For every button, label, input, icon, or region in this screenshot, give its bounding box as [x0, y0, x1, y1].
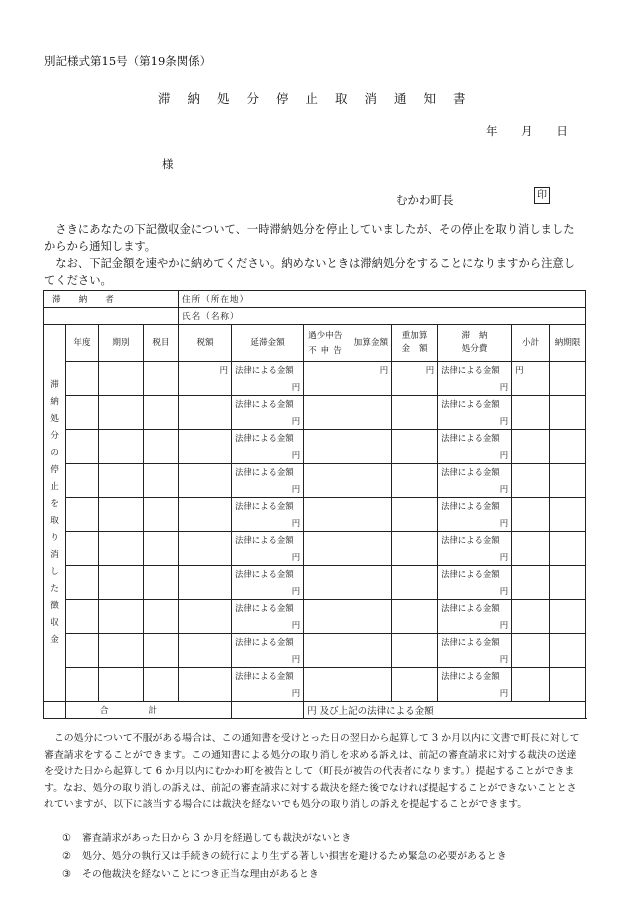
cell-heavy[interactable]	[392, 634, 438, 668]
payer-label: 滞納者	[44, 291, 179, 308]
table-row	[44, 532, 586, 566]
cell-period[interactable]	[99, 600, 144, 634]
vertical-label-char: 停	[50, 465, 59, 475]
legal-amount-label: 法律による金額	[441, 365, 500, 375]
item-number: ③	[62, 869, 71, 880]
cell-heavy[interactable]	[392, 396, 438, 430]
cell-deadline[interactable]	[550, 600, 586, 634]
table-row	[44, 362, 586, 396]
col-heavy	[392, 325, 438, 362]
vertical-label-char: 分	[50, 431, 59, 441]
item-number: ②	[62, 851, 71, 862]
cell-heavy[interactable]	[392, 566, 438, 600]
cell-deadline[interactable]	[550, 362, 586, 396]
cell-heavy[interactable]	[392, 430, 438, 464]
yen-unit: 円	[499, 688, 509, 698]
cell-late[interactable]	[232, 464, 304, 498]
yen-unit: 円	[291, 382, 301, 392]
vertical-label-char: 消	[50, 550, 59, 560]
item-text: 審査請求があった日から 3 か月を経過しても裁決がないとき	[82, 833, 352, 844]
cell-additional[interactable]	[304, 668, 392, 702]
cell-period[interactable]	[99, 668, 144, 702]
cell-item[interactable]	[144, 362, 179, 396]
col-late: 延滞金額	[232, 325, 304, 362]
cell-item[interactable]	[144, 634, 179, 668]
legal-amount-label: 法律による金額	[235, 467, 294, 477]
cell-period[interactable]	[99, 532, 144, 566]
appeal-note-text: この処分について不服がある場合は、この通知書を受けとった日の翌日から起算して 3 か月以内に文書で町長に対して審査請求をすることができます。この通知書による処分の取り消しを求める訴えは、前記の審査請求に対する裁決の送達を受けた日から起算して 6 か月以内にむかわ町を被告として（町長が被告の代表者になります。）提起することができます。なお、処分の取り消しの訴えは、前記の審査請求に対する裁決を経た後でなければ提起することができないこととされていますが、以下に該当する場合には裁決を経ないでも処分の取り消しの訴えを提起することができます。	[44, 733, 580, 811]
cell-late[interactable]	[232, 600, 304, 634]
col-under-report: 過少申告	[308, 331, 343, 341]
collection-table	[43, 290, 586, 719]
table-row	[44, 498, 586, 532]
cell-item[interactable]	[144, 498, 179, 532]
address-field[interactable]	[304, 291, 586, 308]
cell-item[interactable]	[144, 396, 179, 430]
cell-subtotal[interactable]	[512, 600, 550, 634]
yen-unit: 円	[499, 654, 509, 664]
addressee-suffix: 様	[162, 157, 174, 171]
col-item: 税目	[144, 325, 179, 362]
issuer: むかわ町長	[396, 193, 454, 207]
col-additional	[304, 325, 392, 362]
cell-tax[interactable]	[179, 634, 232, 668]
cell-item[interactable]	[144, 430, 179, 464]
yen-unit: 円	[291, 416, 301, 426]
cell-heavy[interactable]	[392, 464, 438, 498]
cell-subtotal[interactable]	[512, 430, 550, 464]
cell-tax[interactable]	[179, 464, 232, 498]
cell-heavy[interactable]	[392, 498, 438, 532]
yen-unit: 円	[425, 365, 435, 375]
cell-additional[interactable]	[304, 600, 392, 634]
cell-subtotal[interactable]	[512, 634, 550, 668]
cell-year[interactable]	[66, 600, 99, 634]
cell-item[interactable]	[144, 600, 179, 634]
cell-additional[interactable]	[304, 566, 392, 600]
cell-cost[interactable]	[438, 464, 512, 498]
cell-heavy[interactable]	[392, 600, 438, 634]
form-number: 別記様式第15号（第19条関係）	[44, 54, 212, 68]
cell-tax[interactable]	[179, 600, 232, 634]
col-year: 年度	[66, 325, 99, 362]
cell-deadline[interactable]	[550, 430, 586, 464]
cell-cost[interactable]	[438, 566, 512, 600]
col-tax: 税額	[179, 325, 232, 362]
cell-deadline[interactable]	[550, 396, 586, 430]
col-cost-2: 処分費	[461, 344, 488, 354]
yen-unit: 円	[291, 654, 301, 664]
cell-subtotal[interactable]	[512, 532, 550, 566]
cell-tax[interactable]	[179, 362, 232, 396]
address-label: 住所（所在地）	[179, 291, 304, 308]
cell-year[interactable]	[66, 464, 99, 498]
yen-unit: 円	[499, 484, 509, 494]
total-text: 円 及び上記の法律による金額	[304, 702, 586, 719]
yen-unit: 円	[291, 620, 301, 630]
cell-cost[interactable]	[438, 634, 512, 668]
cell-item[interactable]	[144, 668, 179, 702]
cell-subtotal[interactable]	[512, 498, 550, 532]
cell-deadline[interactable]	[550, 464, 586, 498]
cell-late[interactable]	[232, 362, 304, 396]
cell-tax[interactable]	[179, 532, 232, 566]
cell-cost[interactable]	[438, 430, 512, 464]
legal-amount-label: 法律による金額	[441, 535, 500, 545]
col-cost-1: 滞納	[461, 331, 497, 341]
table-row	[44, 430, 586, 464]
name-field[interactable]	[304, 308, 586, 325]
yen-unit: 円	[291, 450, 301, 460]
cell-deadline[interactable]	[550, 566, 586, 600]
cell-subtotal[interactable]	[512, 566, 550, 600]
yen-unit: 円	[291, 586, 301, 596]
legal-amount-label: 法律による金額	[441, 671, 500, 681]
vertical-label-char: た	[50, 584, 59, 594]
cell-additional[interactable]	[304, 430, 392, 464]
cell-late[interactable]	[232, 498, 304, 532]
name-label: 氏名（名称）	[179, 308, 304, 325]
legal-amount-label: 法律による金額	[441, 501, 500, 511]
vertical-label	[44, 325, 66, 702]
vertical-label-char: 処	[50, 414, 59, 424]
document-title: 滞納処分停止取消通知書	[158, 91, 483, 106]
cell-late[interactable]	[232, 668, 304, 702]
cell-subtotal[interactable]	[512, 464, 550, 498]
cell-year[interactable]	[66, 362, 99, 396]
cell-year[interactable]	[66, 566, 99, 600]
date-day: 日	[556, 124, 568, 138]
cell-period[interactable]	[99, 396, 144, 430]
cell-year[interactable]	[66, 498, 99, 532]
table-row	[44, 600, 586, 634]
appeal-item	[62, 848, 507, 862]
cell-deadline[interactable]	[550, 634, 586, 668]
cell-additional[interactable]	[304, 634, 392, 668]
cell-cost[interactable]	[438, 532, 512, 566]
vertical-label-char: 滞	[50, 380, 59, 390]
yen-unit: 円	[499, 450, 509, 460]
legal-amount-label: 法律による金額	[235, 603, 294, 613]
yen-unit: 円	[219, 365, 229, 375]
cell-year[interactable]	[66, 634, 99, 668]
item-text: 処分、処分の執行又は手続きの続行により生ずる著しい損害を避けるため緊急の必要があるとき	[82, 851, 507, 862]
date-month: 月	[521, 124, 533, 138]
cell-period[interactable]	[99, 430, 144, 464]
table-row	[44, 396, 586, 430]
total-label-blank	[44, 702, 66, 719]
cell-period[interactable]	[99, 566, 144, 600]
intro-text	[44, 221, 584, 289]
date-year: 年	[486, 124, 498, 138]
vertical-label-char: を	[50, 499, 59, 509]
cell-additional[interactable]	[304, 532, 392, 566]
yen-unit: 円	[499, 416, 509, 426]
cell-late[interactable]	[232, 566, 304, 600]
yen-unit: 円	[291, 552, 301, 562]
seal-mark: 印	[534, 187, 550, 204]
legal-amount-label: 法律による金額	[235, 535, 294, 545]
cell-deadline[interactable]	[550, 498, 586, 532]
cell-year[interactable]	[66, 532, 99, 566]
cell-tax[interactable]	[179, 668, 232, 702]
cell-additional[interactable]	[304, 498, 392, 532]
cell-heavy[interactable]	[392, 668, 438, 702]
cell-subtotal[interactable]	[512, 668, 550, 702]
col-additional-amount: 加算金額	[353, 338, 389, 348]
item-number: ①	[62, 833, 71, 844]
cell-additional[interactable]	[304, 362, 392, 396]
legal-amount-label: 法律による金額	[441, 467, 500, 477]
yen-unit: 円	[291, 518, 301, 528]
cell-item[interactable]	[144, 566, 179, 600]
intro-paragraph: なお、下記金額を速やかに納めてください。納めないときは滞納処分をすることになりますから注意してください。	[44, 257, 575, 287]
cell-additional[interactable]	[304, 396, 392, 430]
vertical-label-char: 徴	[50, 601, 59, 611]
cell-heavy[interactable]	[392, 362, 438, 396]
cell-additional[interactable]	[304, 464, 392, 498]
vertical-label-char: の	[50, 448, 59, 458]
table-row	[44, 668, 586, 702]
table-row	[44, 634, 586, 668]
yen-unit: 円	[379, 365, 389, 375]
cell-year[interactable]	[66, 430, 99, 464]
col-deadline: 納期限	[550, 325, 586, 362]
table-row	[44, 566, 586, 600]
yen-unit: 円	[515, 365, 524, 375]
date-line	[486, 123, 568, 139]
col-heavy-1: 重加算	[401, 331, 428, 341]
legal-amount-label: 法律による金額	[235, 501, 294, 511]
cell-subtotal[interactable]	[512, 362, 550, 396]
cell-tax[interactable]	[179, 498, 232, 532]
legal-amount-label: 法律による金額	[235, 399, 294, 409]
cell-period[interactable]	[99, 362, 144, 396]
legal-amount-label: 法律による金額	[235, 365, 294, 375]
cell-tax[interactable]	[179, 396, 232, 430]
cell-deadline[interactable]	[550, 668, 586, 702]
table-row	[44, 464, 586, 498]
cell-late[interactable]	[232, 430, 304, 464]
legal-amount-label: 法律による金額	[235, 637, 294, 647]
cell-item[interactable]	[144, 464, 179, 498]
cell-period[interactable]	[99, 498, 144, 532]
vertical-label-char: 止	[50, 482, 59, 492]
cell-item[interactable]	[144, 532, 179, 566]
item-text: その他裁決を経ないことにつき正当な理由があるとき	[82, 869, 319, 880]
intro-paragraph: さきにあなたの下記徴収金について、一時滞納処分を停止していましたが、その停止を取り消しましたからから通知します。	[44, 223, 575, 253]
legal-amount-label: 法律による金額	[235, 433, 294, 443]
col-subtotal: 小計	[512, 325, 550, 362]
col-no-report: 不申告	[308, 346, 346, 356]
legal-amount-label: 法律による金額	[441, 433, 500, 443]
appeal-item	[62, 866, 319, 880]
yen-unit: 円	[291, 484, 301, 494]
legal-amount-label: 法律による金額	[235, 569, 294, 579]
cell-cost[interactable]	[438, 362, 512, 396]
yen-unit: 円	[499, 518, 509, 528]
yen-unit: 円	[499, 620, 509, 630]
cell-cost[interactable]	[438, 498, 512, 532]
cell-tax[interactable]	[179, 566, 232, 600]
cell-period[interactable]	[99, 464, 144, 498]
cell-cost[interactable]	[438, 600, 512, 634]
cell-year[interactable]	[66, 396, 99, 430]
vertical-label-char: 納	[50, 397, 59, 407]
legal-amount-label: 法律による金額	[441, 603, 500, 613]
cell-cost[interactable]	[438, 668, 512, 702]
vertical-label-char: し	[50, 567, 59, 577]
cell-cost[interactable]	[438, 396, 512, 430]
vertical-label-char: 収	[50, 618, 59, 628]
cell-late[interactable]	[232, 532, 304, 566]
yen-unit: 円	[499, 552, 509, 562]
vertical-label-char: 取	[50, 516, 59, 526]
cell-tax[interactable]	[179, 430, 232, 464]
appeal-note	[44, 731, 586, 814]
legal-amount-label: 法律による金額	[441, 399, 500, 409]
total-row	[44, 702, 586, 719]
cell-year[interactable]	[66, 668, 99, 702]
col-cost	[438, 325, 512, 362]
cell-heavy[interactable]	[392, 532, 438, 566]
yen-unit: 円	[291, 688, 301, 698]
cell-subtotal[interactable]	[512, 396, 550, 430]
legal-amount-label: 法律による金額	[441, 637, 500, 647]
yen-unit: 円	[499, 382, 509, 392]
appeal-item	[62, 830, 351, 844]
legal-amount-label: 法律による金額	[235, 671, 294, 681]
cell-deadline[interactable]	[550, 532, 586, 566]
cell-period[interactable]	[99, 634, 144, 668]
cell-late[interactable]	[232, 396, 304, 430]
col-period: 期別	[99, 325, 144, 362]
vertical-label-char: り	[50, 533, 59, 543]
legal-amount-label: 法律による金額	[441, 569, 500, 579]
cell-late[interactable]	[232, 634, 304, 668]
total-amount[interactable]	[232, 702, 304, 719]
col-heavy-2: 金額	[401, 344, 437, 354]
vertical-label-char: 金	[50, 635, 59, 645]
total-label: 合計	[66, 702, 232, 719]
payer-label-cont	[44, 308, 179, 325]
yen-unit: 円	[499, 586, 509, 596]
